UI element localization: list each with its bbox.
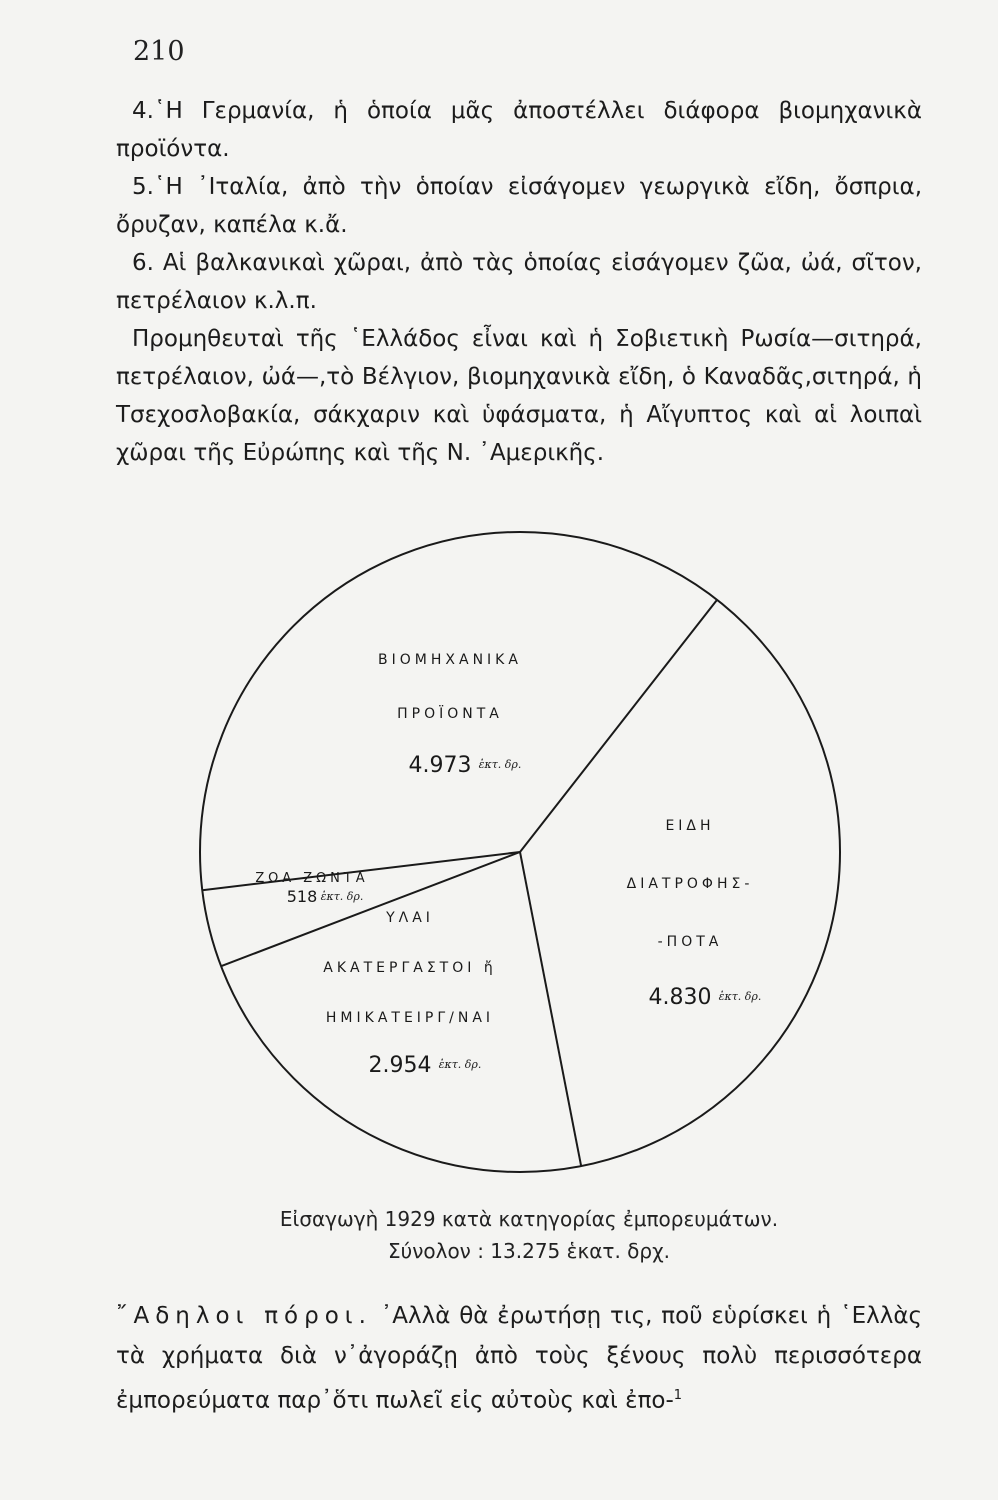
chart-caption-total: Σύνολον : 13.275 ἑκατ. δρχ.: [387, 1239, 671, 1263]
paragraph-germany: 4.῾Η Γερμανία, ἡ ὁποία μᾶς ἀποστέλλει διάφορα βιομηχανικὰ προϊόντα.: [116, 98, 922, 162]
pie-slice-label: ΕΙΔΗ: [665, 818, 715, 834]
footnote-mark: 1: [673, 1388, 683, 1403]
pie-slice-value: 4.830: [648, 985, 712, 1010]
section-text: ᾿Αλλὰ θὰ ἐρωτήσῃ τις, ποῦ εὑρίσκει ἡ ῾Ελλὰς τὰ χρήματα διὰ ν᾿ἀγοράζῃ ἀπὸ τοὺς ξένους πολὺ περισσότερα ἐμπορεύματα παρ᾿ὅτι πωλεῖ εἰς αὐτοὺς καὶ ἐπο-: [116, 1303, 923, 1414]
pie-slice-unit: ἑκτ. δρ.: [320, 890, 364, 903]
pie-slice-unit: ἑκτ. δρ.: [478, 758, 522, 771]
pie-slice-label: -ΠΟΤΑ: [657, 934, 723, 950]
pie-slice-value: 2.954: [368, 1053, 432, 1078]
pie-slice-label: ΔΙΑΤΡΟΦΗΣ-: [626, 876, 754, 892]
pie-slice-label: ΖΩΑ ΖΩΝΤΑ: [255, 871, 369, 886]
pie-slice-label: ΠΡΟΪΟΝΤΑ: [397, 706, 503, 722]
paragraph-balkans: 6. Αἱ βαλκανικαὶ χῶραι, ἀπὸ τὰς ὁποίας εἰσάγομεν ζῶα, ὠά, σῖτον, πετρέλαιον κ.λ.π.: [116, 250, 922, 314]
section-lead: ῎Αδηλοι πόροι.: [116, 1303, 372, 1329]
pie-slice-value: 4.973: [408, 753, 472, 778]
pie-slice-unit: ἑκτ. δρ.: [718, 990, 762, 1003]
pie-slice-value: 518: [286, 887, 318, 906]
paragraph-italy: 5.῾Η ᾿Ιταλία, ἀπὸ τὴν ὁποίαν εἰσάγομεν γεωργικὰ εἴδη, ὄσπρια, ὄρυζαν, καπέλα κ.ἄ.: [116, 174, 922, 238]
pie-slice-unit: ἑκτ. δρ.: [438, 1058, 482, 1071]
pie-slice-boundary: [520, 852, 581, 1166]
pie-slice-label: ΗΜΙΚΑΤΕΙΡΓ/ΝΑΙ: [325, 1010, 495, 1026]
pie-slice-label: ΒΙΟΜΗΧΑΝΙΚΑ: [378, 652, 522, 668]
pie-slice-boundary: [520, 600, 717, 852]
page-number: 210: [133, 36, 185, 67]
chart-caption: Εἰσαγωγὴ 1929 κατὰ κατηγορίας ἐμπορευμάτων.: [279, 1207, 779, 1231]
pie-slice-label: ΑΚΑΤΕΡΓΑΣΤΟΙ ἤ: [323, 960, 497, 976]
paragraph-suppliers: Προμηθευταὶ τῆς ῾Ελλάδος εἶναι καὶ ἡ Σοβιετικὴ Ρωσία—σιτηρά, πετρέλαιον, ὠά—,τὸ Βέλγιον, βιομηχανικὰ εἴδη, ὁ Καναδᾶς,σιτηρά, ἡ Τσεχοσλοβακία, σάκχαριν καὶ ὑφάσματα, ἡ Αἴγυπτος καὶ αἱ λοιπαὶ χῶραι τῆς Εὐρώπης καὶ τῆς Ν. ᾿Αμερικῆς.: [116, 326, 922, 466]
paragraph-invisible-resources: [116, 1296, 922, 1421]
pie-slice-label: ΥΛΑΙ: [386, 910, 434, 926]
